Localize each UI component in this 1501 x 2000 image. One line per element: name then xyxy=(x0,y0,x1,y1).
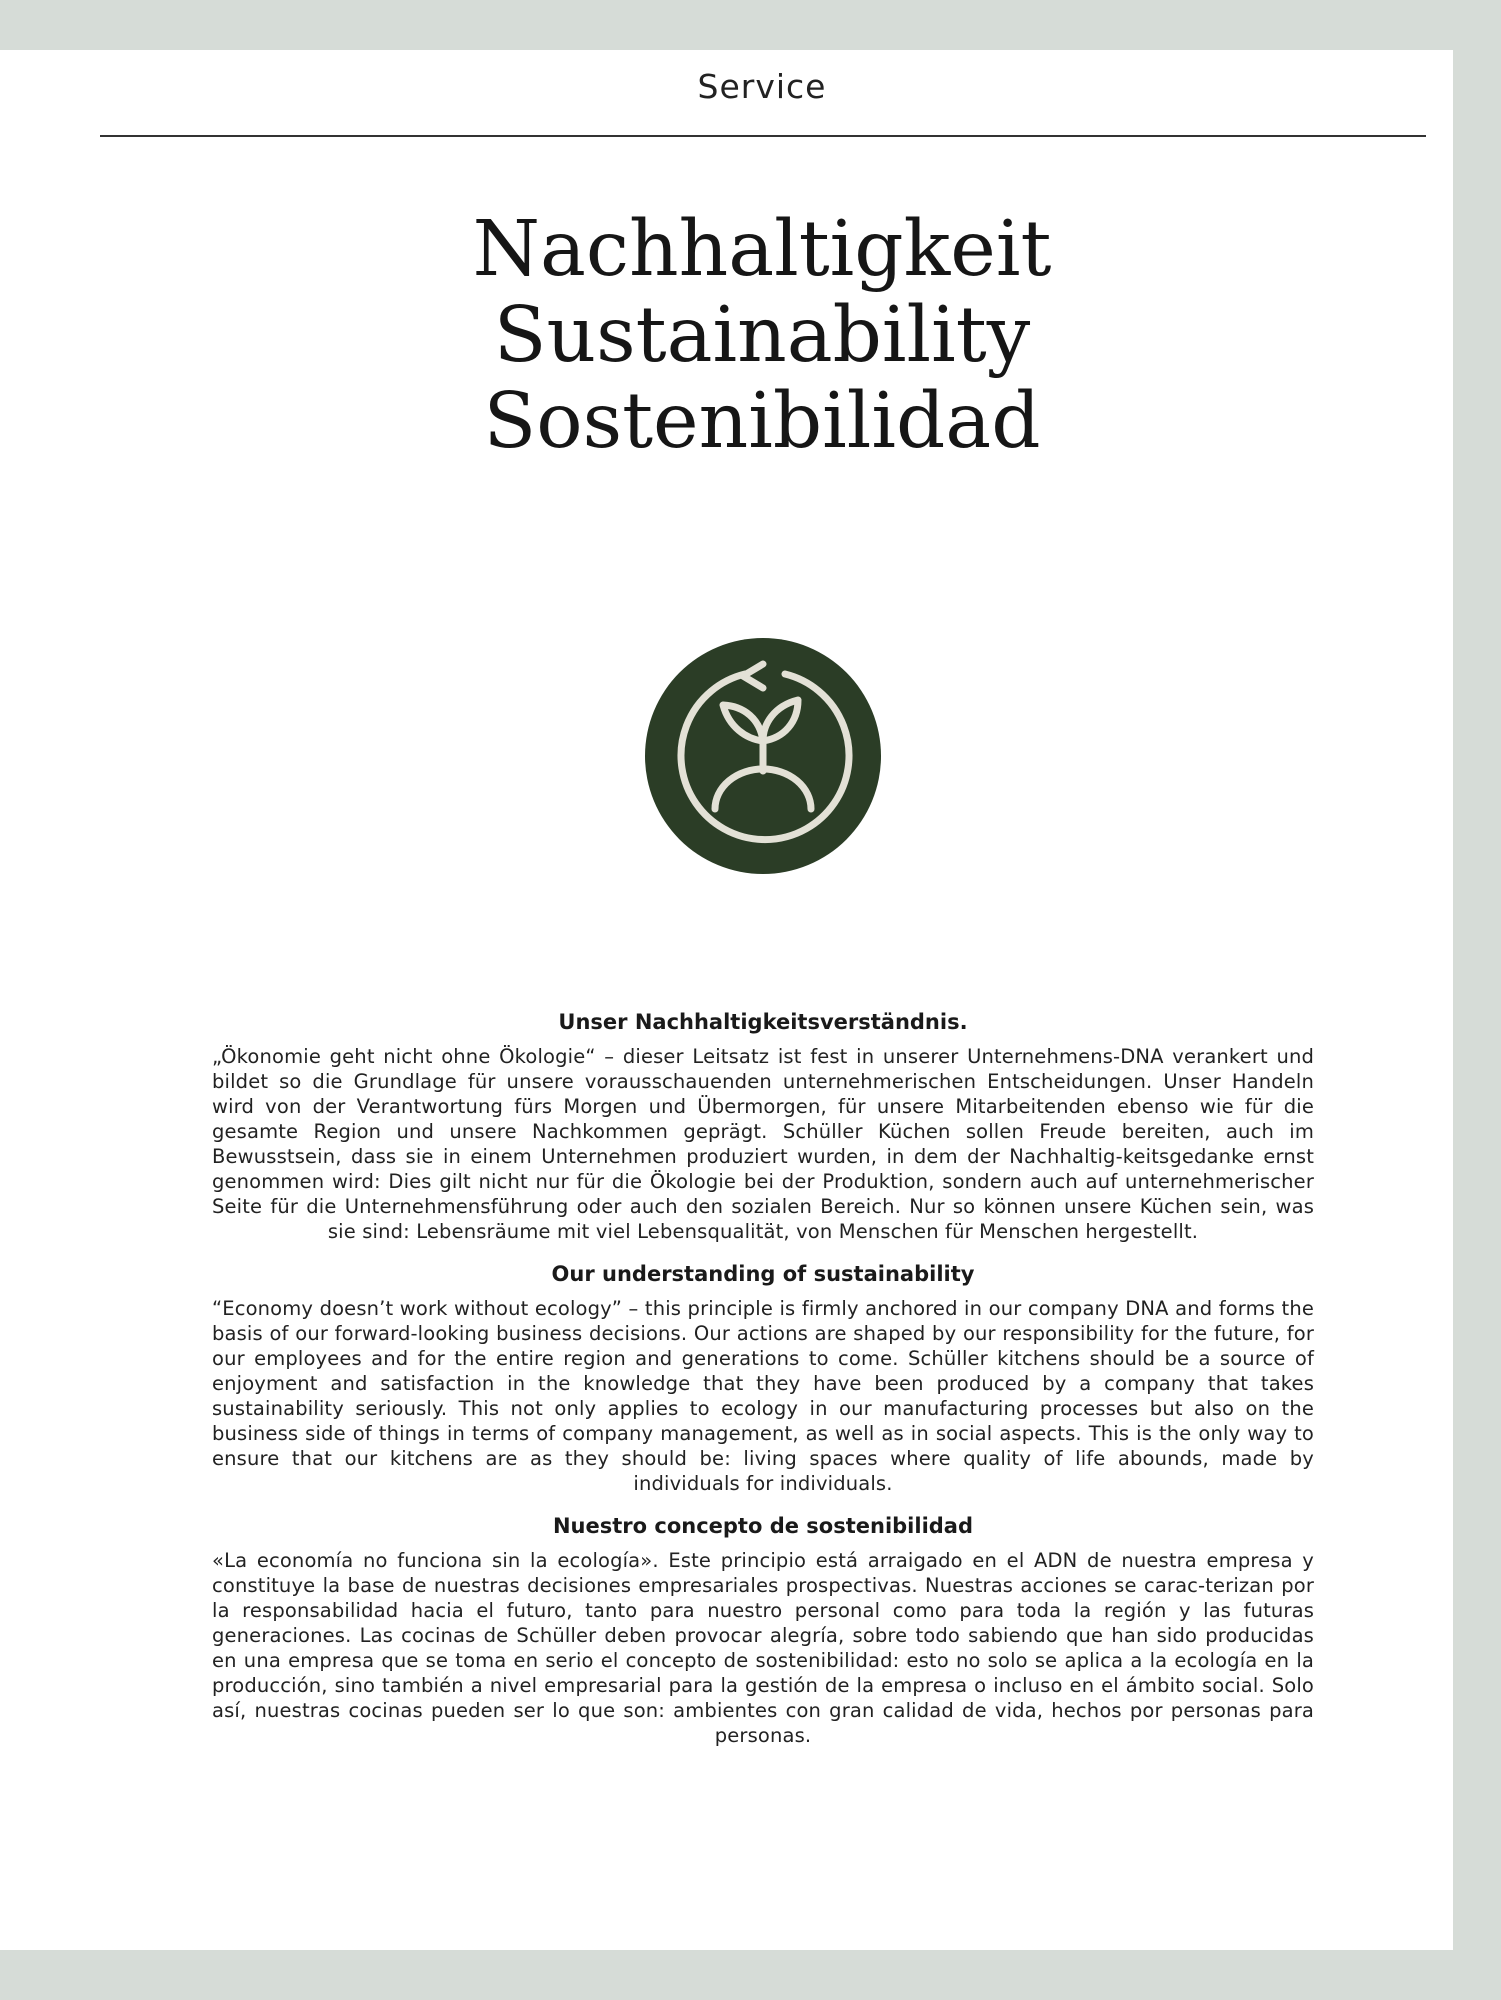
sprout-recycle-icon xyxy=(645,638,881,874)
section-heading: Nuestro concepto de sostenibilidad xyxy=(552,1514,974,1538)
section-label: Service xyxy=(697,67,827,106)
section-body: “Economy doesn’t work without ecology” – this principle is firmly anchored in our company DNA and forms the basis of our forward-looking business decisions. Our actions are shaped by our responsibility for the future, for our employees and for the entire region and generations to come. Schüller kitchens should be a source of enjoyment and satisfaction in the knowledge that they have been produced by a company that takes sustainability seriously. This not only applies to ecology in our manufacturing processes but also on the business side of things in terms of company management, as well as in social aspects. This is the only way to ensure that our kitchens are as they should be: living spaces where quality of life abounds, made by individuals for individuals. xyxy=(212,1297,1314,1495)
title-english: Sustainability xyxy=(493,291,1031,380)
page-title xyxy=(0,207,1501,465)
section-heading: Unser Nachhaltigkeitsverständnis. xyxy=(558,1010,968,1034)
title-german: Nachhaltigkeit xyxy=(472,205,1052,294)
section-spanish xyxy=(212,1514,1314,1748)
section-body: «La economía no funciona sin la ecología». Este principio está arraigado en el ADN de nuestra empresa y constituye la base de nuestras decisiones empresariales prospectivas. Nuestras acciones se carac-terizan por la responsabilidad hacia el futuro, tanto para nuestro personal como para toda la región y las futuras generaciones. Las cocinas de Schüller deben provocar alegría, sobre todo sabiendo que han sido producidas en una empresa que se toma en serio el concepto de sostenibilidad: esto no solo se aplica a la ecología en la producción, sino también a nivel empresarial para la gestión de la empresa o incluso en el ámbito social. Solo así, nuestras cocinas pueden ser lo que son: ambientes con gran calidad de vida, hechos por personas para personas. xyxy=(212,1549,1314,1747)
section-body: „Ökonomie geht nicht ohne Ökologie“ – dieser Leitsatz ist fest in unserer Unternehmens-DNA verankert und bildet so die Grundlage für unsere vorausschauenden unternehmerischen Entscheidungen. Unser Handeln wird von der Verantwortung fürs Morgen und Übermorgen, für unsere Mitarbeitenden ebenso wie für die gesamte Region und unsere Nachkommen geprägt. Schüller Küchen sollen Freude bereiten, auch im Bewusstsein, dass sie in einem Unternehmen produziert wurden, in dem der Nachhaltig-keitsgedanke ernst genommen wird: Dies gilt nicht nur für die Ökologie bei der Produktion, sondern auch auf unternehmerischer Seite für die Unternehmensführung oder auch den sozialen Bereich. Nur so können unsere Küchen sein, was sie sind: Lebensräume mit viel Lebensqualität, von Menschen für Menschen hergestellt. xyxy=(212,1045,1314,1243)
document-page xyxy=(0,50,1453,1950)
title-spanish: Sostenibilidad xyxy=(483,377,1041,466)
section-heading: Our understanding of sustainability xyxy=(551,1262,975,1286)
body-text xyxy=(212,1010,1314,1766)
header-divider xyxy=(100,135,1426,137)
section-german xyxy=(212,1010,1314,1244)
section-english xyxy=(212,1262,1314,1496)
